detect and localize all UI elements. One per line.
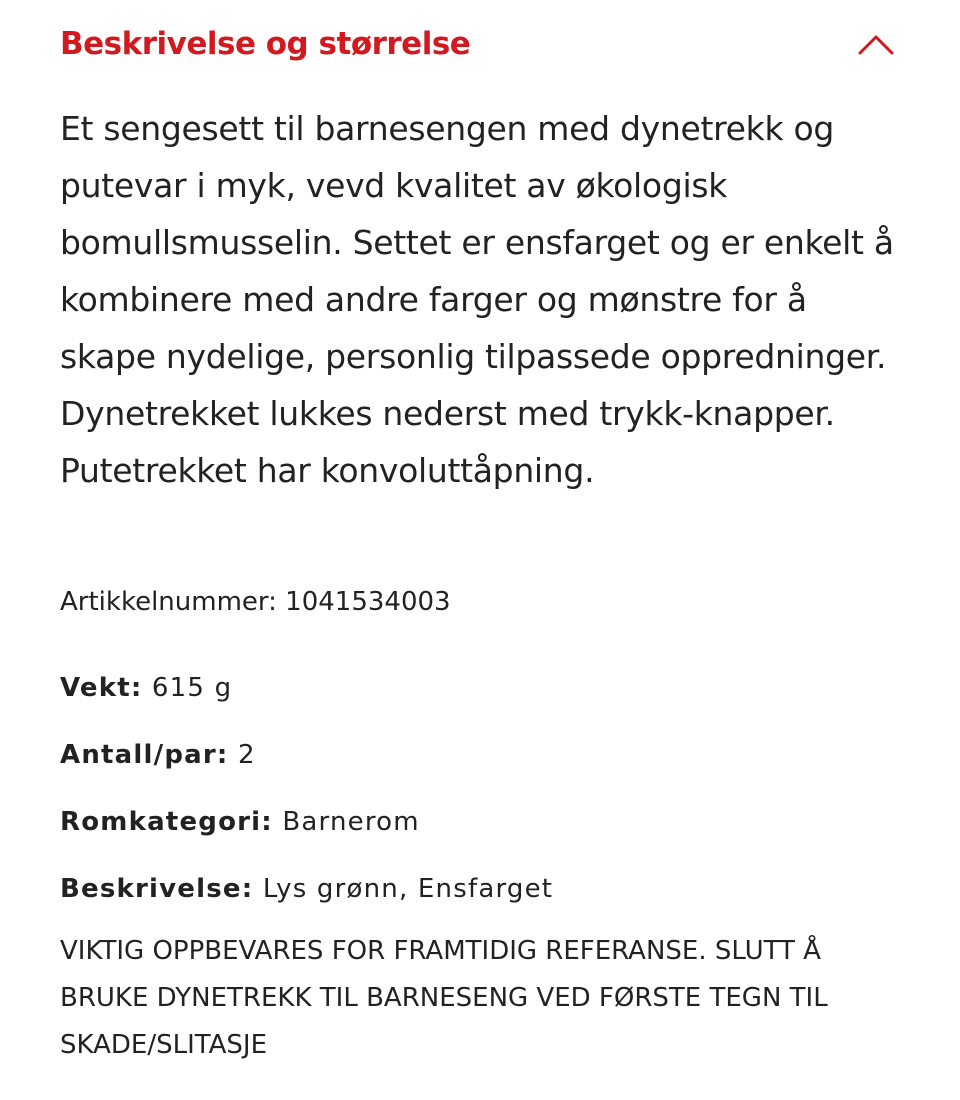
spec-value: 615 g — [151, 673, 233, 703]
spec-value: Barnerom — [282, 807, 420, 837]
spec-row-quantity — [60, 735, 910, 802]
article-number: Artikkelnummer: 1041534003 — [60, 587, 451, 617]
safety-warning: VIKTIG OPPBEVARES FOR FRAMTIDIG REFERANSE. SLUTT Å BRUKE DYNETREKK TIL BARNESENG VED FØRSTE TEGN TIL SKADE/SLITASJE — [60, 936, 828, 1060]
spec-value: 2 — [237, 740, 256, 770]
spec-label: Beskrivelse: — [60, 874, 254, 904]
accordion-title: Beskrivelse og størrelse — [60, 26, 471, 62]
spec-row-description — [60, 869, 910, 936]
chevron-up-icon[interactable] — [856, 24, 896, 64]
spec-list — [60, 668, 910, 936]
product-description: Et sengesett til barnesengen med dynetrekk og putevar i myk, vevd kvalitet av økologisk bomullsmusselin. Settet er ensfarget og er enkelt å kombinere med andre farger og mønstre for å skape nydelige, personlig tilpassede oppredninger. Dynetrekket lukkes nederst med trykk-knapper. Putetrekket har konvoluttåpning. — [60, 109, 894, 490]
spec-label: Romkategori: — [60, 807, 273, 837]
spec-value: Lys grønn, Ensfarget — [262, 874, 554, 904]
spec-row-room-category — [60, 802, 910, 869]
accordion-header-description-size[interactable] — [60, 18, 900, 70]
spec-label: Antall/par: — [60, 740, 229, 770]
spec-row-weight — [60, 668, 910, 735]
spec-label: Vekt: — [60, 673, 143, 703]
